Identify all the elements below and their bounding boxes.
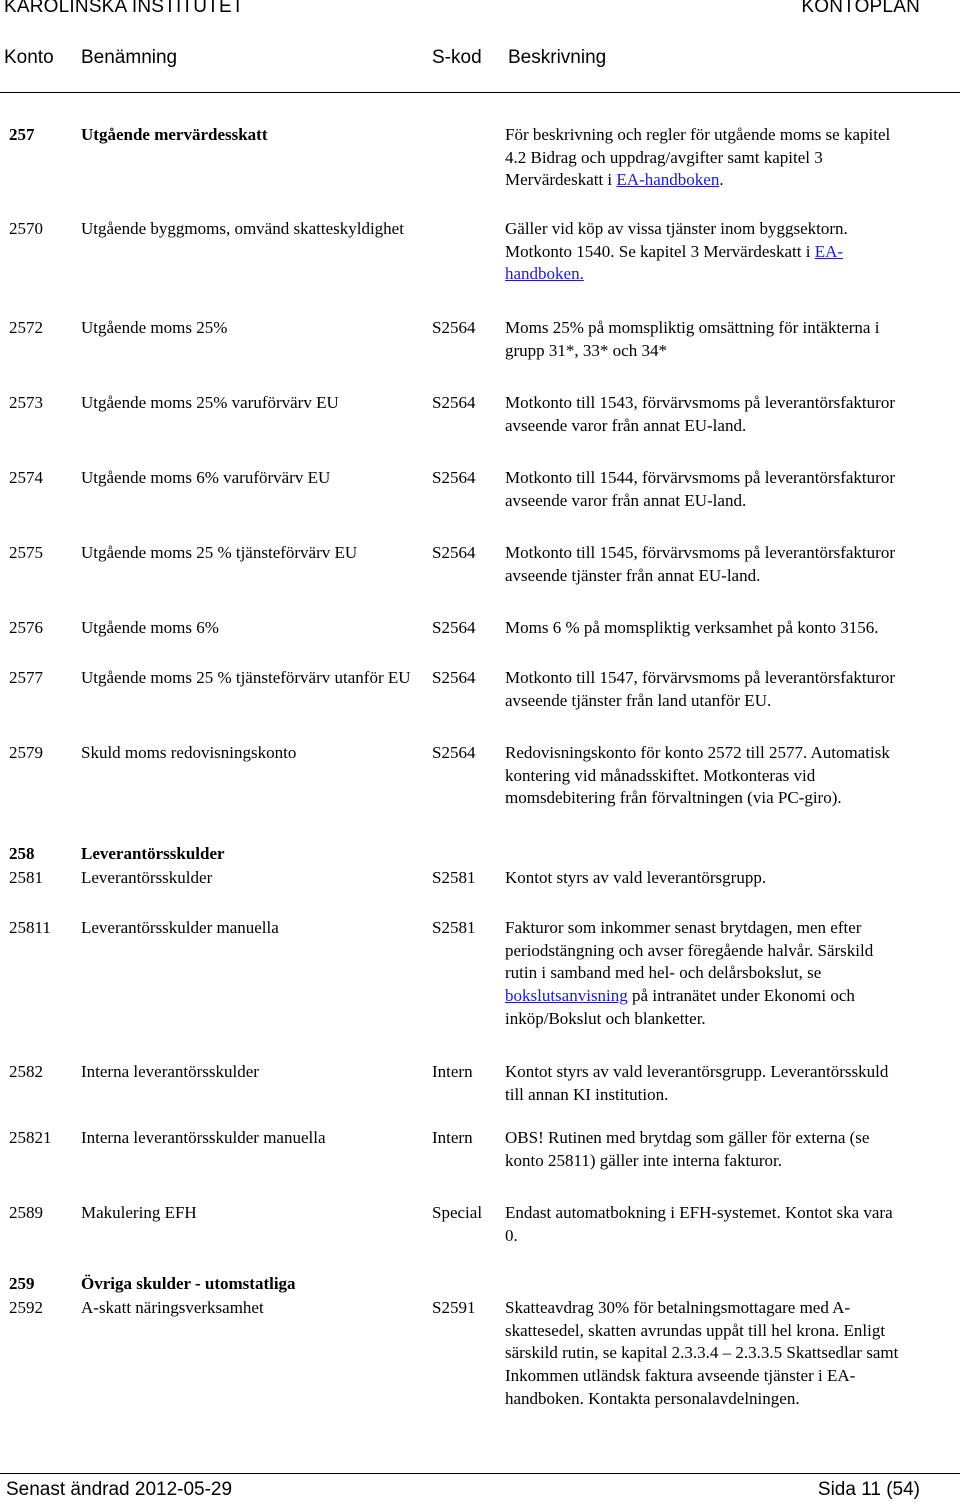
- account-description: [505, 317, 957, 362]
- description-line: [505, 1388, 957, 1411]
- s-code: S2564: [432, 668, 476, 687]
- s-code: S2581: [432, 868, 476, 887]
- description-text: på intranätet under Ekonomi och: [627, 986, 855, 1006]
- description-line: [505, 765, 957, 788]
- description-line: [505, 241, 957, 264]
- s-code: Special: [432, 1203, 483, 1222]
- description-line: [505, 787, 957, 810]
- s-code: Intern: [432, 1062, 473, 1081]
- account-name: Interna leverantörsskulder manuella: [81, 1128, 326, 1147]
- description-text: konto 25811) gäller inte interna fakturor.: [505, 1150, 782, 1170]
- account-number: 2579: [9, 743, 43, 762]
- description-line: [505, 218, 957, 241]
- account-name: Utgående moms 6% varuförvärv EU: [81, 468, 331, 487]
- description-line: [505, 1061, 957, 1084]
- account-description: [505, 667, 957, 712]
- description-text: Motkonto till 1544, förvärvsmoms på leverantörsfakturor: [505, 468, 895, 487]
- description-text: 0.: [505, 1225, 518, 1245]
- description-text: Mervärdeskatt i: [505, 170, 617, 190]
- description-text: Kontot styrs av vald leverantörsgrupp.: [505, 868, 767, 887]
- institution-name: KAROLINSKA INSTITUTET: [4, 0, 244, 17]
- description-line: [505, 340, 957, 363]
- account-name: Utgående mervärdesskatt: [81, 125, 268, 144]
- description-text: periodstängning och avser föregående halvår. Särskild: [505, 940, 874, 960]
- account-description: [505, 542, 957, 587]
- account-description: [505, 392, 957, 437]
- description-text: avseende tjänster från land utanför EU.: [505, 690, 772, 710]
- description-text: Endast automatbokning i EFH-systemet. Kontot ska vara: [505, 1203, 893, 1222]
- account-description: [505, 1127, 957, 1172]
- description-text: rutin i samband med hel- och delårsbokslut, se: [505, 963, 822, 983]
- account-number: 25821: [9, 1128, 52, 1147]
- reference-link[interactable]: EA-handboken: [616, 170, 720, 190]
- description-line: [505, 1225, 957, 1248]
- account-description: [505, 742, 957, 810]
- page-number: Sida 11 (54): [817, 1479, 920, 1500]
- page-footer: [0, 1479, 960, 1505]
- description-line: [505, 169, 957, 192]
- s-code: S2591: [432, 1298, 476, 1317]
- description-line: [505, 962, 957, 985]
- account-number: 257: [9, 125, 35, 144]
- account-description: [505, 1202, 957, 1247]
- description-text: För beskrivning och regler för utgående moms se kapitel: [505, 125, 891, 144]
- description-text: Inkommen utländsk faktura avseende tjänster i EA-: [505, 1366, 856, 1386]
- account-name: Utgående moms 25 % tjänsteförvärv EU: [81, 543, 358, 562]
- account-number: 2589: [9, 1203, 43, 1222]
- s-code: S2564: [432, 468, 476, 487]
- description-line: [505, 667, 957, 690]
- account-number: 2572: [9, 318, 43, 337]
- account-number: 2592: [9, 1298, 43, 1317]
- column-header-benamning: Benämning: [81, 47, 178, 68]
- description-line: [505, 317, 957, 340]
- reference-link[interactable]: EA-: [814, 241, 844, 261]
- account-description: [505, 467, 957, 512]
- document-title: KONTOPLAN: [801, 0, 920, 17]
- description-line: [505, 415, 957, 438]
- account-number: 2570: [9, 219, 43, 238]
- account-number: 2577: [9, 668, 43, 687]
- description-text: Motkonto 1540. Se kapitel 3 Mervärdeskatt i: [505, 241, 815, 261]
- description-line: [505, 1297, 957, 1320]
- description-text: skattesedel, skatten avrundas uppåt till hel krona. Enligt: [505, 1320, 886, 1340]
- account-name: Leverantörsskulder: [81, 868, 213, 887]
- description-text: Moms 6 % på momspliktig verksamhet på konto 3156.: [505, 618, 879, 637]
- description-line: [505, 392, 957, 415]
- account-number: 2575: [9, 543, 43, 562]
- account-description: [505, 867, 957, 890]
- account-name: Utgående moms 6%: [81, 618, 219, 637]
- account-name: Leverantörsskulder manuella: [81, 918, 279, 937]
- description-text: Motkonto till 1545, förvärvsmoms på leverantörsfakturor: [505, 543, 895, 562]
- account-number: 2576: [9, 618, 43, 637]
- description-line: [505, 490, 957, 513]
- description-text: Motkonto till 1547, förvärvsmoms på leverantörsfakturor: [505, 668, 895, 687]
- reference-link[interactable]: handboken.: [505, 264, 584, 284]
- description-text: Kontot styrs av vald leverantörsgrupp. Leverantörsskuld: [505, 1062, 889, 1081]
- account-name: Interna leverantörsskulder: [81, 1062, 259, 1081]
- description-line: [505, 1150, 957, 1173]
- account-description: [505, 617, 957, 640]
- description-line: [505, 147, 957, 170]
- description-line: [505, 1365, 957, 1388]
- account-number: 258: [9, 844, 35, 863]
- description-line: [505, 467, 957, 490]
- description-text: avseende varor från annat EU-land.: [505, 490, 747, 510]
- description-text: Fakturor som inkommer senast brytdagen, men efter: [505, 918, 862, 937]
- column-header-skod: S-kod: [432, 47, 482, 68]
- account-name: Skuld moms redovisningskonto: [81, 743, 297, 762]
- s-code: S2564: [432, 743, 476, 762]
- description-line: [505, 1084, 957, 1107]
- description-text: Moms 25% på momspliktig omsättning för intäkterna i: [505, 318, 880, 337]
- account-description: [505, 1061, 957, 1106]
- account-number: 259: [9, 1274, 35, 1293]
- description-text: till annan KI institution.: [505, 1084, 669, 1104]
- description-line: [505, 263, 957, 286]
- description-line: [505, 985, 957, 1008]
- description-text: avseende tjänster från annat EU-land.: [505, 565, 761, 585]
- description-line: [505, 690, 957, 713]
- account-name: Övriga skulder - utomstatliga: [81, 1274, 296, 1293]
- description-text: .: [719, 170, 724, 190]
- description-line: [505, 124, 957, 147]
- account-description: [505, 124, 957, 192]
- account-number: 2574: [9, 468, 43, 487]
- account-description: [505, 917, 957, 1031]
- description-line: [505, 542, 957, 565]
- description-line: [505, 1202, 957, 1225]
- account-name: Makulering EFH: [81, 1203, 197, 1222]
- description-text: momsdebitering från förvaltningen (via PC-giro).: [505, 788, 842, 808]
- account-number: 2573: [9, 393, 43, 412]
- footer-rule: [0, 1473, 960, 1474]
- s-code: S2581: [432, 918, 476, 937]
- column-header-beskrivning: Beskrivning: [508, 47, 607, 68]
- description-text: kontering vid månadsskiftet. Motkonteras vid: [505, 765, 816, 785]
- description-line: [505, 742, 957, 765]
- description-line: [505, 1008, 957, 1031]
- description-text: Skatteavdrag 30% för betalningsmottagare med A-: [505, 1298, 851, 1317]
- s-code: S2564: [432, 318, 476, 337]
- reference-link[interactable]: bokslutsanvisning: [505, 986, 628, 1006]
- account-name: Leverantörsskulder: [81, 844, 225, 863]
- account-name: Utgående moms 25 % tjänsteförvärv utanför EU: [81, 668, 411, 687]
- description-line: [505, 565, 957, 588]
- description-line: [505, 1342, 957, 1365]
- description-text: Redovisningskonto för konto 2572 till 2577. Automatisk: [505, 743, 890, 762]
- description-text: särskild rutin, se kapital 2.3.3.4 – 2.3.3.5 Skattsedlar samt: [505, 1343, 899, 1363]
- account-description: [505, 218, 957, 286]
- description-text: grupp 31*, 33* och 34*: [505, 340, 667, 360]
- s-code: S2564: [432, 618, 476, 637]
- column-header-konto: Konto: [4, 47, 54, 68]
- account-number: 2581: [9, 868, 43, 887]
- description-line: [505, 917, 957, 940]
- description-line: [505, 940, 957, 963]
- description-line: [505, 867, 957, 890]
- account-number: 2582: [9, 1062, 43, 1081]
- last-modified: Senast ändrad 2012-05-29: [6, 1479, 233, 1500]
- account-name: Utgående moms 25% varuförvärv EU: [81, 393, 339, 412]
- description-text: 4.2 Bidrag och uppdrag/avgifter samt kapitel 3: [505, 147, 823, 167]
- description-line: [505, 617, 957, 640]
- description-line: [505, 1320, 957, 1343]
- account-name: A-skatt näringsverksamhet: [81, 1298, 264, 1317]
- account-name: Utgående byggmoms, omvänd skatteskyldighet: [81, 219, 404, 238]
- description-text: OBS! Rutinen med brytdag som gäller för externa (se: [505, 1128, 870, 1147]
- description-text: inköp/Bokslut och blanketter.: [505, 1008, 706, 1028]
- s-code: S2564: [432, 393, 476, 412]
- description-line: [505, 1127, 957, 1150]
- description-text: Gäller vid köp av vissa tjänster inom byggsektorn.: [505, 219, 848, 238]
- description-text: avseende varor från annat EU-land.: [505, 415, 747, 435]
- account-number: 25811: [9, 918, 51, 937]
- account-name: Utgående moms 25%: [81, 318, 228, 337]
- description-text: handboken. Kontakta personalavdelningen.: [505, 1388, 800, 1408]
- account-description: [505, 1297, 957, 1411]
- description-text: Motkonto till 1543, förvärvsmoms på leverantörsfakturor: [505, 393, 895, 412]
- s-code: S2564: [432, 543, 476, 562]
- s-code: Intern: [432, 1128, 473, 1147]
